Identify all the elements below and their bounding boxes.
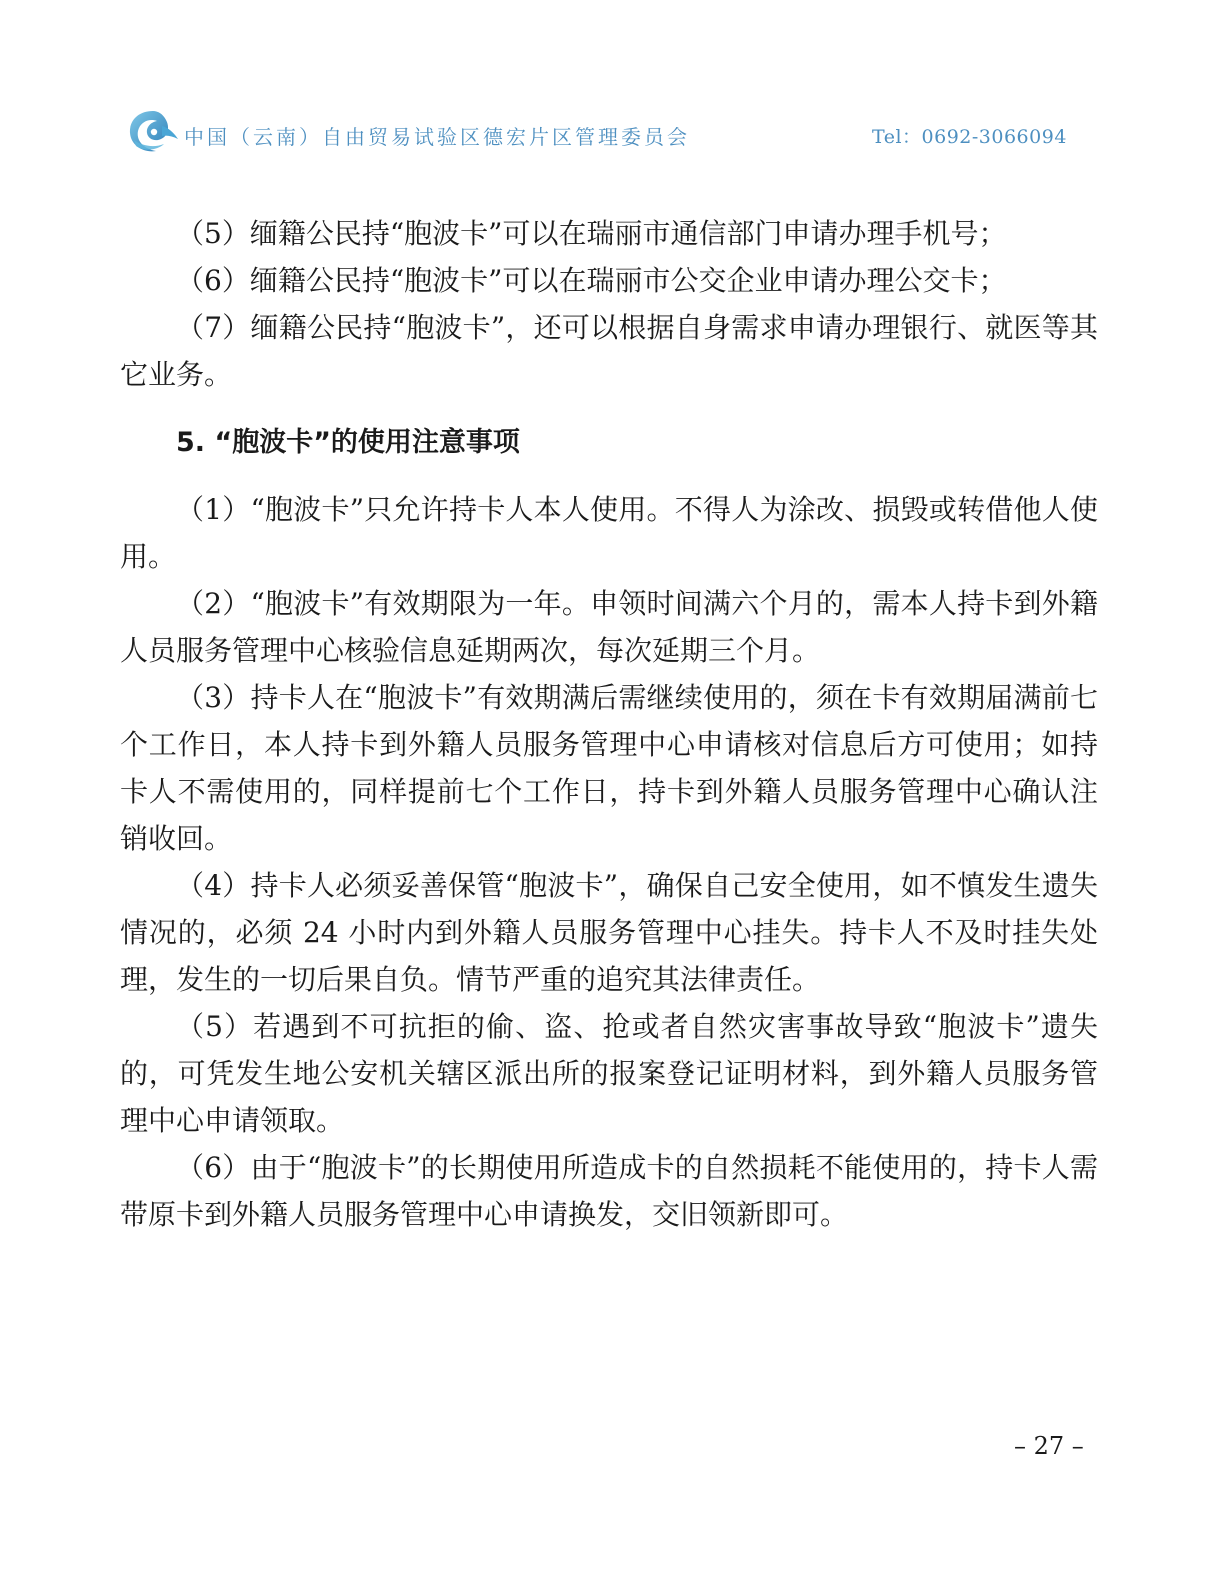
intro-paragraph-6: （6）缅籍公民持“胞波卡”可以在瑞丽市公交企业申请办理公交卡；: [176, 264, 1007, 297]
header-telephone: Tel：0692-3066094: [872, 126, 1067, 148]
document-body: [120, 210, 1098, 1238]
intro-paragraph-5: （5）缅籍公民持“胞波卡”可以在瑞丽市通信部门申请办理手机号；: [176, 217, 1007, 250]
section-paragraph-1: （1）“胞波卡”只允许持卡人本人使用。不得人为涂改、损毁或转借他人使用。: [120, 493, 1098, 573]
header-title: 中国（云南）自由贸易试验区德宏片区管理委员会: [184, 125, 690, 149]
intro-paragraph-7: （7）缅籍公民持“胞波卡”，还可以根据自身需求申请办理银行、就医等其它业务。: [120, 311, 1098, 391]
section-heading: 5. “胞波卡”的使用注意事项: [176, 427, 520, 458]
page-header: [124, 104, 1084, 160]
section-paragraph-6: （6）由于“胞波卡”的长期使用所造成卡的自然损耗不能使用的，持卡人需带原卡到外籍人员服务管理中心申请换发，交旧领新即可。: [120, 1151, 1098, 1231]
page-number: – 27 –: [1014, 1432, 1084, 1460]
wave-swirl-logo-icon: [124, 106, 182, 156]
section-paragraph-3: （3）持卡人在“胞波卡”有效期满后需继续使用的，须在卡有效期届满前七个工作日，本人持卡到外籍人员服务管理中心申请核对信息后方可使用；如持卡人不需使用的，同样提前七个工作日，持卡到外籍人员服务管理中心确认注销收回。: [120, 681, 1098, 855]
section-paragraph-2: （2）“胞波卡”有效期限为一年。申领时间满六个月的，需本人持卡到外籍人员服务管理中心核验信息延期两次，每次延期三个月。: [120, 587, 1098, 667]
section-paragraph-5: （5）若遇到不可抗拒的偷、盗、抢或者自然灾害事故导致“胞波卡”遗失的，可凭发生地公安机关辖区派出所的报案登记证明材料，到外籍人员服务管理中心申请领取。: [120, 1010, 1098, 1137]
section-paragraph-4: （4）持卡人必须妥善保管“胞波卡”，确保自己安全使用，如不慎发生遗失情况的，必须 24 小时内到外籍人员服务管理中心挂失。持卡人不及时挂失处理，发生的一切后果自负。情节严重的追究其法律责任。: [120, 869, 1098, 996]
